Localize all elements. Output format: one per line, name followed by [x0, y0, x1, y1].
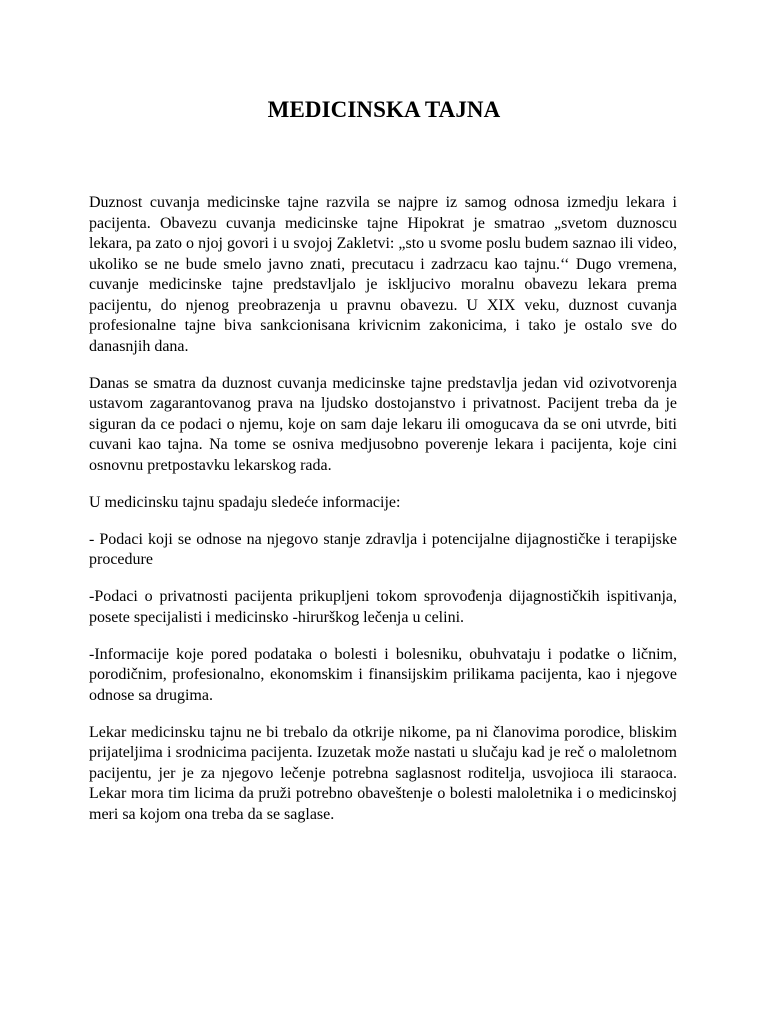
document-body — [89, 193, 677, 842]
list-item-personal-info: -Informacije koje pored podataka o bolesti i bolesniku, obuhvataju i podatke o ličnim, porodičnim, profesionalno, ekonomskim i finansijskim prilikama pacijenta, kao i njegove odnose sa drugima. — [89, 645, 677, 704]
list-item-privacy-data: -Podaci o privatnosti pacijenta prikupljeni tokom sprovođenja dijagnostičkih ispitivanja, posete specijalisti i medicinsko -hirurškog lečenja u celini. — [89, 588, 677, 626]
list-item-health-data: - Podaci koji se odnose na njegovo stanje zdravlja i potencijalne dijagnostičke i terapijske procedure — [89, 530, 677, 568]
paragraph-exceptions: Lekar medicinsku tajnu ne bi trebalo da otkrije nikome, pa ni članovima porodice, bliskim prijateljima i srodnicima pacijenta. Izuzetak može nastati u slučaju kad je reč o maloletnom pacijentu, jer je za njegovo lečenje potrebna saglasnost roditelja, usvojioca ili staraoca. Lekar mora tim licima da pruži potrebno obaveštenje o bolesti maloletnika i o medicinskoj meri sa kojom ona treba da se saglase. — [89, 723, 677, 823]
paragraph-list-intro: U medicinsku tajnu spadaju sledeće informacije: — [89, 493, 401, 511]
paragraph-history: Duznost cuvanja medicinske tajne razvila se najpre iz samog odnosa izmedju lekara i pacijenta. Obavezu cuvanja medicinske tajne Hipokrat je smatrao „svetom duznoscu lekara, pa zato o njoj govori i u svojoj Zakletvi: „sto u svome poslu budem saznao ili video, ukoliko se ne bude smelo javno znati, precutacu i zadrzacu kao tajnu.‘‘ Dugo vremena, cuvanje medicinske tajne predstavljalo je iskljucivo moralnu obavezu lekara prema pacijentu, do njenog preobrazenja u pravnu obavezu. U XIX veku, duznost cuvanja profesionalne tajne biva sankcionisana krivicnim zakonicima, i tako je ostalo sve do danasnjih dana. — [89, 194, 677, 355]
document-title: MEDICINSKA TAJNA — [267, 97, 501, 122]
paragraph-today: Danas se smatra da duznost cuvanja medicinske tajne predstavlja jedan vid ozivotvorenja ustavom zagarantovanog prava na ljudsko dostojanstvo i privatnost. Pacijent treba da je siguran da ce podaci o njemu, koje on sam daje lekaru ili omogucava da se oni utvrde, biti cuvani kao tajna. Na tome se osniva medjusobno poverenje lekara i pacijenta, koje cini osnovnu pretpostavku lekarskog rada. — [89, 374, 677, 474]
